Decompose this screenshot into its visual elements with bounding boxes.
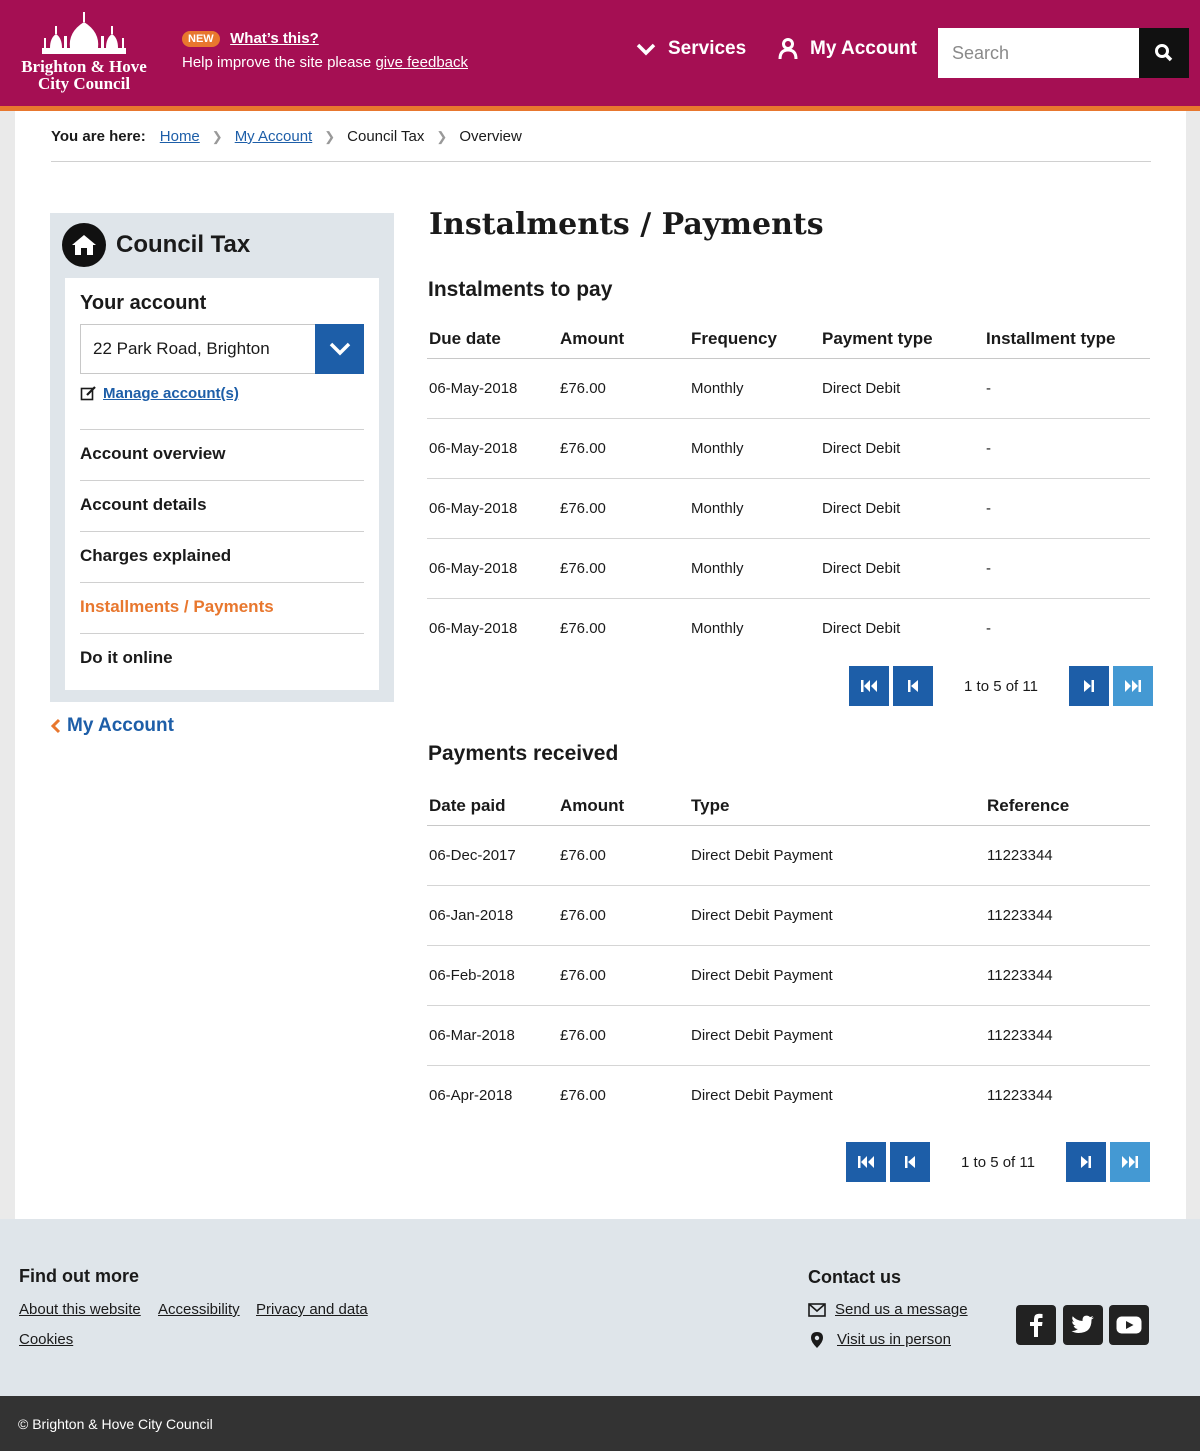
last-page-icon — [1121, 1155, 1139, 1169]
sidebar-item-account-details[interactable]: Account details — [80, 480, 364, 531]
reference-cell: 11223344 — [985, 1005, 1150, 1065]
my-account-button[interactable] — [778, 38, 917, 60]
installment-type-cell: - — [984, 538, 1150, 598]
breadcrumb — [51, 128, 522, 145]
payments-heading: Payments received — [428, 742, 619, 765]
twitter-icon[interactable] — [1063, 1305, 1103, 1345]
whats-this-link[interactable]: What’s this? — [230, 30, 319, 48]
youtube-icon[interactable] — [1109, 1305, 1149, 1345]
column-header: Date paid — [427, 787, 558, 825]
type-cell: Direct Debit Payment — [691, 1086, 833, 1104]
back-link-label: My Account — [67, 715, 174, 736]
main-content — [15, 111, 1186, 1219]
page-range-text: 1 to 5 of 11 — [961, 1153, 1035, 1171]
previous-page-icon — [906, 679, 920, 693]
home-icon — [62, 223, 106, 267]
chevron-left-icon — [51, 718, 61, 734]
sidebar-item-charges-explained[interactable]: Charges explained — [80, 531, 364, 582]
send-message-link[interactable]: Send us a message — [835, 1301, 968, 1318]
payment-type-cell: Direct Debit — [822, 619, 901, 637]
table-row — [427, 598, 1150, 658]
feedback-text — [182, 54, 468, 71]
installment-type-cell: - — [984, 358, 1150, 418]
table-row — [427, 1005, 1150, 1065]
table-row — [427, 945, 1150, 1005]
location-pin-icon — [810, 1331, 824, 1349]
last-page-button[interactable] — [1110, 1142, 1150, 1182]
date-paid-cell: 06-Feb-2018 — [427, 945, 558, 1005]
search-icon — [1154, 43, 1174, 63]
due-date-cell: 06-May-2018 — [427, 358, 558, 418]
breadcrumb-label: You are here: — [51, 128, 146, 145]
table-row — [427, 538, 1150, 598]
due-date-cell: 06-May-2018 — [427, 538, 558, 598]
next-page-icon — [1079, 1155, 1093, 1169]
feedback-prefix: Help improve the site please — [182, 54, 376, 71]
reference-cell: 11223344 — [985, 885, 1150, 945]
sidebar-nav — [80, 429, 364, 684]
visit-in-person-link[interactable]: Visit us in person — [837, 1331, 951, 1348]
amount-cell: £76.00 — [558, 825, 689, 885]
table-row — [427, 478, 1150, 538]
type-cell: Direct Debit Payment — [689, 945, 985, 1005]
amount-cell: £76.00 — [558, 478, 689, 538]
last-page-icon — [1124, 679, 1142, 693]
amount-cell: £76.00 — [558, 1005, 689, 1065]
frequency-cell: Monthly — [691, 619, 744, 637]
breadcrumb-divider — [51, 161, 1151, 162]
date-paid-cell: 06-Dec-2017 — [427, 825, 558, 885]
previous-page-button[interactable] — [893, 666, 933, 706]
amount-cell: £76.00 — [558, 945, 689, 1005]
type-cell: Direct Debit Payment — [689, 825, 985, 885]
payments-pager — [846, 1142, 1154, 1182]
search-input[interactable] — [938, 28, 1139, 78]
previous-page-icon — [903, 1155, 917, 1169]
table-row — [427, 358, 1150, 418]
logo-line-2: City Council — [37, 74, 131, 93]
frequency-cell: Monthly — [689, 538, 820, 598]
installment-type-cell: - — [984, 418, 1150, 478]
frequency-cell: Monthly — [689, 418, 820, 478]
find-out-more-heading: Find out more — [19, 1266, 139, 1286]
account-panel — [65, 278, 379, 690]
manage-accounts-label: Manage account(s) — [103, 385, 239, 402]
page-title: Instalments / Payments — [429, 207, 824, 242]
type-cell: Direct Debit Payment — [689, 1005, 985, 1065]
installment-type-cell: - — [986, 619, 991, 637]
your-account-heading: Your account — [80, 292, 207, 314]
account-select[interactable] — [80, 324, 364, 374]
frequency-cell: Monthly — [689, 478, 820, 538]
table-row — [427, 885, 1150, 945]
mail-icon — [808, 1303, 826, 1317]
reference-cell: 11223344 — [985, 825, 1150, 885]
feedback-banner — [182, 30, 468, 71]
previous-page-button[interactable] — [890, 1142, 930, 1182]
account-select-value: 22 Park Road, Brighton — [93, 339, 270, 358]
amount-cell: £76.00 — [558, 538, 689, 598]
table-header-row — [427, 787, 1150, 825]
cookies-link[interactable]: Cookies — [19, 1331, 74, 1348]
logo-line-1: Brighton & Hove — [21, 57, 147, 76]
sidebar-title — [62, 223, 250, 267]
reference-cell: 11223344 — [987, 1086, 1053, 1104]
first-page-icon — [857, 1155, 875, 1169]
about-website-link[interactable]: About this website — [19, 1301, 141, 1318]
services-label: Services — [668, 38, 747, 59]
table-row — [427, 825, 1150, 885]
amount-cell: £76.00 — [558, 358, 689, 418]
sidebar-item-account-overview[interactable]: Account overview — [80, 429, 364, 480]
first-page-icon — [860, 679, 878, 693]
services-menu-button[interactable] — [636, 38, 746, 60]
instalments-heading: Instalments to pay — [428, 278, 613, 301]
column-header: Installment type — [984, 320, 1150, 358]
column-header: Due date — [427, 320, 558, 358]
amount-cell: £76.00 — [558, 885, 689, 945]
chevron-down-icon — [636, 42, 656, 56]
last-page-button[interactable] — [1113, 666, 1153, 706]
sidebar-item-installments-payments[interactable]: Installments / Payments — [80, 582, 364, 633]
new-badge: NEW — [182, 31, 220, 47]
amount-cell: £76.00 — [558, 418, 689, 478]
chevron-right-icon: ❯ — [436, 128, 448, 144]
privacy-link[interactable]: Privacy and data — [256, 1301, 368, 1318]
breadcrumb-my-account[interactable]: My Account — [234, 128, 313, 145]
site-header — [0, 0, 1200, 106]
column-header: Reference — [985, 787, 1150, 825]
table-row — [427, 418, 1150, 478]
type-cell: Direct Debit Payment — [689, 885, 985, 945]
payment-type-cell: Direct Debit — [820, 418, 984, 478]
account-select-button[interactable] — [315, 324, 364, 374]
facebook-icon[interactable] — [1016, 1305, 1056, 1345]
due-date-cell: 06-May-2018 — [427, 418, 558, 478]
my-account-label: My Account — [810, 38, 917, 59]
search-button[interactable] — [1139, 28, 1189, 78]
payment-type-cell: Direct Debit — [820, 538, 984, 598]
payments-table — [427, 787, 1150, 1125]
installment-type-cell: - — [984, 478, 1150, 538]
column-header: Amount — [558, 320, 689, 358]
sidebar-title-text: Council Tax — [116, 231, 251, 258]
manage-accounts-link[interactable] — [80, 385, 239, 402]
column-header: Payment type — [820, 320, 984, 358]
contact-us-heading: Contact us — [808, 1267, 902, 1287]
next-page-button[interactable] — [1066, 1142, 1106, 1182]
next-page-button[interactable] — [1069, 666, 1109, 706]
frequency-cell: Monthly — [689, 358, 820, 418]
date-paid-cell: 06-Jan-2018 — [427, 885, 558, 945]
column-header: Type — [689, 787, 985, 825]
payment-type-cell: Direct Debit — [820, 358, 984, 418]
breadcrumb-council-tax: Council Tax — [347, 128, 425, 145]
chevron-right-icon: ❯ — [211, 128, 223, 144]
back-to-my-account-link[interactable] — [51, 715, 174, 737]
payment-type-cell: Direct Debit — [820, 478, 984, 538]
sidebar — [50, 213, 394, 702]
date-paid-cell: 06-Apr-2018 — [429, 1086, 513, 1104]
column-header: Frequency — [689, 320, 820, 358]
council-logo[interactable] — [18, 10, 150, 98]
instalments-pager — [849, 666, 1157, 706]
page-range-text: 1 to 5 of 11 — [964, 677, 1038, 695]
accessibility-link[interactable]: Accessibility — [158, 1301, 240, 1318]
user-icon — [778, 38, 798, 60]
amount-cell: £76.00 — [560, 1086, 606, 1104]
site-footer — [0, 1219, 1200, 1396]
chevron-right-icon: ❯ — [324, 128, 336, 144]
give-feedback-link[interactable]: give feedback — [375, 54, 469, 71]
breadcrumb-overview: Overview — [459, 128, 522, 145]
edit-icon — [80, 385, 97, 402]
copyright: © Brighton & Hove City Council — [0, 1396, 1200, 1451]
pavilion-logo-icon — [36, 10, 132, 58]
next-page-icon — [1082, 679, 1096, 693]
date-paid-cell: 06-Mar-2018 — [427, 1005, 558, 1065]
table-row — [427, 1065, 1150, 1125]
instalments-table — [427, 320, 1150, 658]
first-page-button[interactable] — [849, 666, 889, 706]
amount-cell: £76.00 — [560, 619, 606, 637]
column-header: Amount — [558, 787, 689, 825]
due-date-cell: 06-May-2018 — [429, 619, 518, 637]
chevron-down-icon — [329, 342, 351, 356]
sidebar-item-do-it-online[interactable]: Do it online — [80, 633, 364, 684]
reference-cell: 11223344 — [985, 945, 1150, 1005]
table-header-row — [427, 320, 1150, 358]
first-page-button[interactable] — [846, 1142, 886, 1182]
breadcrumb-home[interactable]: Home — [159, 128, 200, 145]
due-date-cell: 06-May-2018 — [427, 478, 558, 538]
